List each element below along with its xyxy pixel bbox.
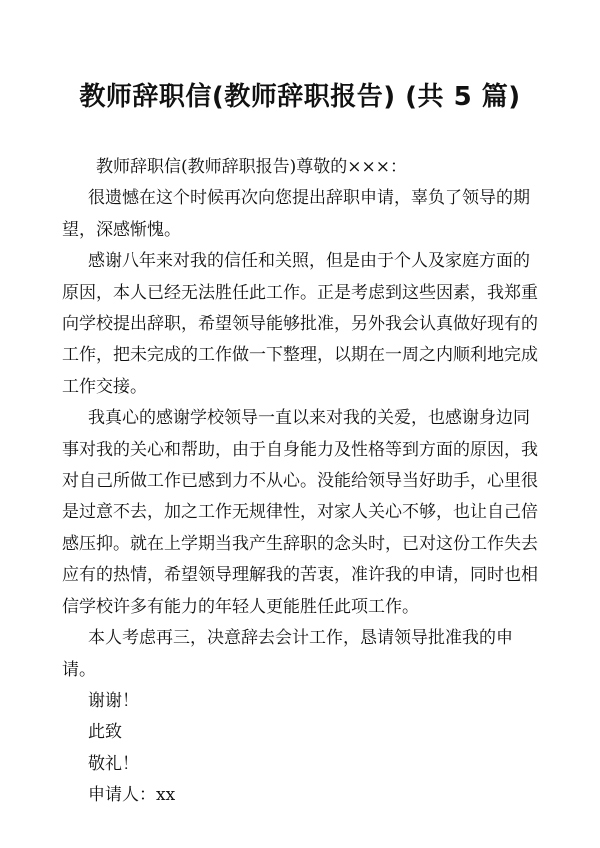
letter-body: [62, 152, 542, 812]
letter-greeting: 教师辞职信(教师辞职报告)尊敬的×××：: [96, 157, 407, 177]
letter-signature: 申请人：xx: [88, 785, 176, 806]
paragraph-reason: 感谢八年来对我的信任和关照，但是由于个人及家庭方面的原因，本人已经无法胜任此工作。正是考虑到这些因素，我郑重向学校提出辞职，希望领导能够批准，另外我会认真做好现有的工作，把未完成的工作做一下整理，以期在一周之内顺利地完成工作交接。: [62, 251, 538, 397]
paragraph-request: 本人考虑再三，决意辞去会计工作，恳请领导批准我的申请。: [62, 628, 513, 680]
document-title: 教师辞职信(教师辞职报告) (共 5 篇): [79, 82, 521, 112]
paragraph-gratitude: 我真心的感谢学校领导一直以来对我的关爱，也感谢身边同事对我的关心和帮助，由于自身能力及性格等到方面的原因，我对自己所做工作已感到力不从心。没能给领导当好助手，心里很是过意不去，加之工作无规律性，对家人关心不够，也让自己倍感压抑。就在上学期当我产生辞职的念头时，已对这份工作失去应有的热情，希望领导理解我的苦衷，准许我的申请，同时也相信学校许多有能力的年轻人更能胜任此项工作。: [62, 408, 538, 617]
letter-thanks: 谢谢！: [88, 690, 139, 711]
paragraph-apology: 很遗憾在这个时候再次向您提出辞职申请，辜负了领导的期望，深感惭愧。: [62, 188, 530, 240]
letter-closing-1: 此致: [88, 722, 122, 743]
letter-closing-2: 敬礼！: [88, 753, 139, 774]
